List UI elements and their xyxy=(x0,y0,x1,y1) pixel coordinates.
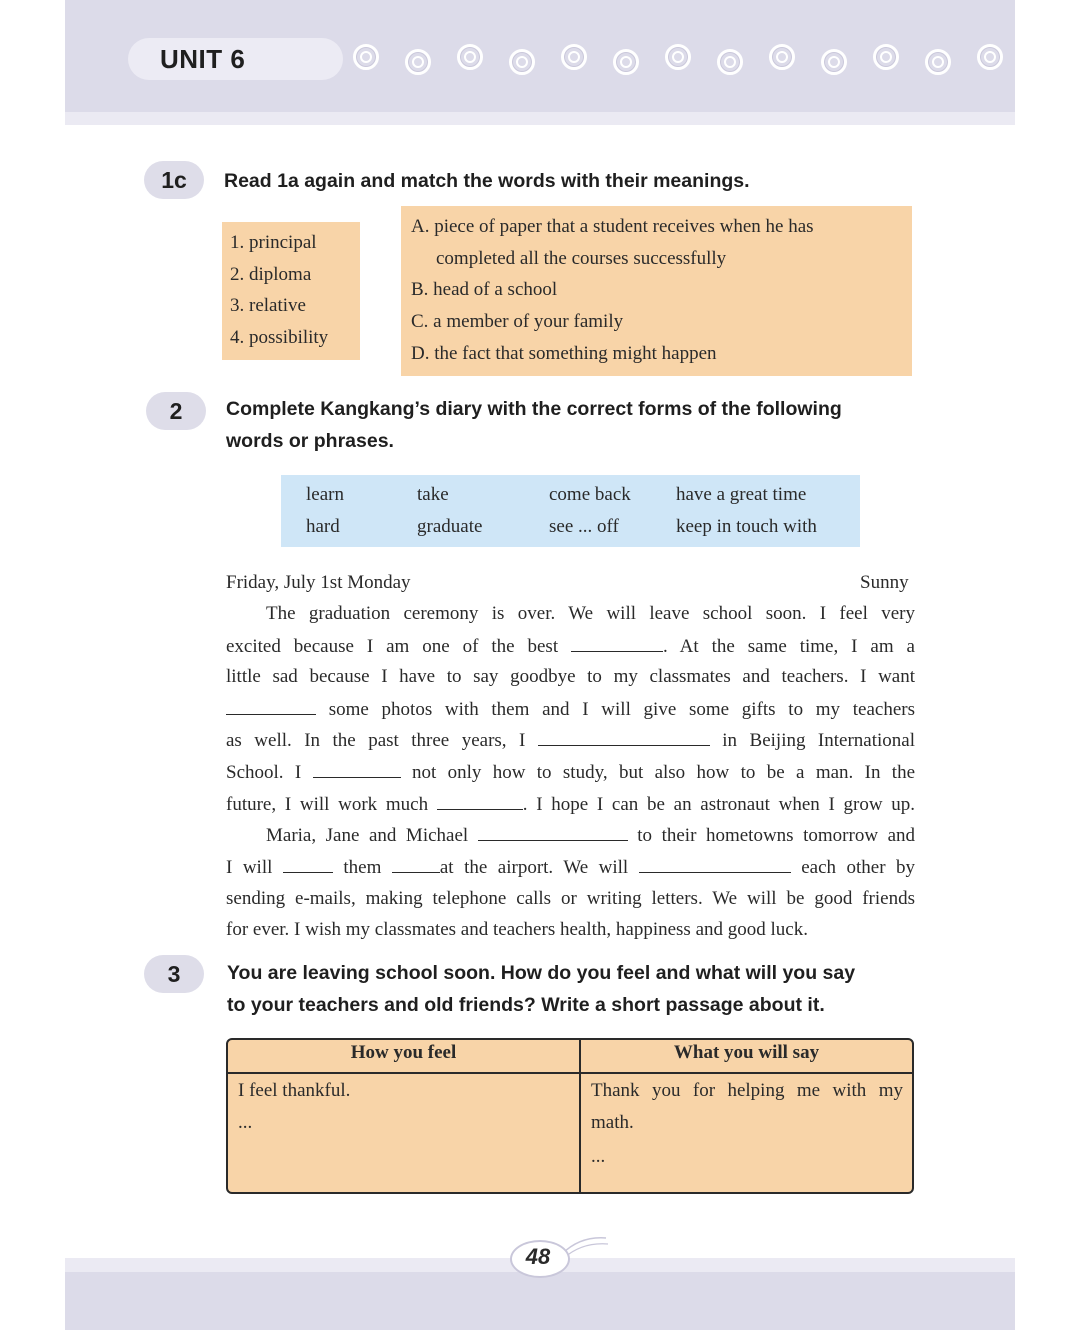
table-header-feel: How you feel xyxy=(350,1042,457,1063)
ring-icon xyxy=(873,44,899,70)
diary-line xyxy=(226,698,915,721)
meanings-box xyxy=(401,206,912,376)
diary-text: in Beijing International xyxy=(722,730,916,751)
ring-icon xyxy=(769,44,795,70)
diary-date: Friday, July 1st Monday xyxy=(226,572,411,593)
word-item: 4. possibility xyxy=(230,327,329,348)
unit-title: UNIT 6 xyxy=(160,44,246,74)
exercise-2-instruction-line1: Complete Kangkang’s diary with the correct forms of the following xyxy=(226,398,842,420)
word-item: 2. diploma xyxy=(230,264,312,285)
diary-text: Maria, Jane and Michael xyxy=(266,825,469,846)
answer-blank[interactable] xyxy=(437,793,523,810)
meaning-item: A. piece of paper that a student receives when he has xyxy=(411,216,814,237)
ring-icon xyxy=(925,49,951,75)
diary-text: to their hometowns tomorrow and xyxy=(637,825,916,846)
answer-blank[interactable] xyxy=(283,856,333,873)
table-cell: ... xyxy=(238,1112,253,1133)
diary-text: excited because I am one of the best xyxy=(226,636,559,657)
diary-text: . I hope I can be an astronaut when I grow up. xyxy=(522,794,915,815)
diary-text: them xyxy=(343,857,382,878)
meaning-item: C. a member of your family xyxy=(411,311,624,332)
diary-text: future, I will work much xyxy=(226,794,429,815)
ring-icon xyxy=(665,44,691,70)
meaning-item: D. the fact that something might happen xyxy=(411,343,717,364)
diary-text: School. I xyxy=(226,762,302,783)
answer-blank[interactable] xyxy=(478,824,628,841)
word-item: 1. principal xyxy=(230,232,317,253)
exercise-3-instruction-line2: to your teachers and old friends? Write a short passage about it. xyxy=(227,994,825,1016)
header-strip xyxy=(65,112,1015,125)
exercise-1c-badge: 1c xyxy=(144,161,204,199)
diary-line xyxy=(266,824,915,847)
answer-blank[interactable] xyxy=(226,698,316,715)
page-number: 48 xyxy=(525,1244,551,1269)
diary-line xyxy=(226,729,915,752)
diary-line: for ever. I wish my classmates and teachers health, happiness and good luck. xyxy=(226,919,808,940)
diary-text: I will xyxy=(226,857,273,878)
ring-icon xyxy=(457,44,483,70)
diary-text: each other by xyxy=(801,857,916,878)
phrase-item: take xyxy=(417,484,449,505)
exercise-1c-instruction: Read 1a again and match the words with their meanings. xyxy=(224,170,750,192)
diary-line xyxy=(226,793,915,816)
answer-blank[interactable] xyxy=(392,856,440,873)
meaning-item: B. head of a school xyxy=(411,279,558,300)
table-cell: math. xyxy=(591,1112,634,1133)
ring-icon xyxy=(613,49,639,75)
phrase-item: learn xyxy=(306,484,344,505)
word-item: 3. relative xyxy=(230,295,306,316)
exercise-3-instruction-line1: You are leaving school soon. How do you feel and what will you say xyxy=(227,962,856,984)
words-box xyxy=(222,222,360,360)
phrase-box xyxy=(281,475,860,547)
answer-blank[interactable] xyxy=(538,729,710,746)
phrase-item: have a great time xyxy=(676,484,807,505)
meaning-item: completed all the courses successfully xyxy=(436,248,727,269)
diary-text: not only how to study, but also how to be a man. In the xyxy=(411,762,916,783)
phrase-item: see ... off xyxy=(549,516,619,537)
ring-icon xyxy=(509,49,535,75)
diary-weather: Sunny xyxy=(860,572,909,593)
ring-icon xyxy=(561,44,587,70)
diary-line: sending e-mails, making telephone calls or writing letters. We will be good friends xyxy=(226,888,915,909)
phrase-item: graduate xyxy=(417,516,483,537)
phrase-item: come back xyxy=(549,484,631,505)
ring-icon xyxy=(405,49,431,75)
diary-line xyxy=(226,856,915,879)
table-header-say: What you will say xyxy=(673,1042,820,1063)
answer-blank[interactable] xyxy=(571,635,663,652)
ring-icon xyxy=(977,44,1003,70)
exercise-3-badge: 3 xyxy=(144,955,204,993)
diary-text: at the airport. We will xyxy=(439,857,629,878)
diary-line xyxy=(226,761,915,784)
diary-text: some photos with them and I will give some gifts to my teachers xyxy=(328,699,915,720)
answer-blank[interactable] xyxy=(639,856,791,873)
phrase-item: hard xyxy=(306,516,340,537)
ring-icon xyxy=(717,49,743,75)
ring-icon xyxy=(353,44,379,70)
diary-text: as well. In the past three years, I xyxy=(226,730,526,751)
ring-icon xyxy=(821,49,847,75)
table-cell: Thank you for helping me with my xyxy=(591,1080,903,1101)
answer-blank[interactable] xyxy=(313,761,401,778)
diary-line: The graduation ceremony is over. We will leave school soon. I feel very xyxy=(266,603,915,624)
feelings-table xyxy=(226,1038,914,1194)
table-cell: I feel thankful. xyxy=(238,1080,351,1101)
diary-text: . At the same time, I am a xyxy=(663,636,915,657)
table-divider xyxy=(228,1072,912,1074)
table-cell: ... xyxy=(591,1146,606,1167)
diary-line xyxy=(226,635,915,658)
exercise-2-instruction-line2: words or phrases. xyxy=(226,430,394,452)
exercise-2-badge: 2 xyxy=(146,392,206,430)
diary-line: little sad because I have to say goodbye to my classmates and teachers. I want xyxy=(226,666,915,687)
phrase-item: keep in touch with xyxy=(676,516,817,537)
